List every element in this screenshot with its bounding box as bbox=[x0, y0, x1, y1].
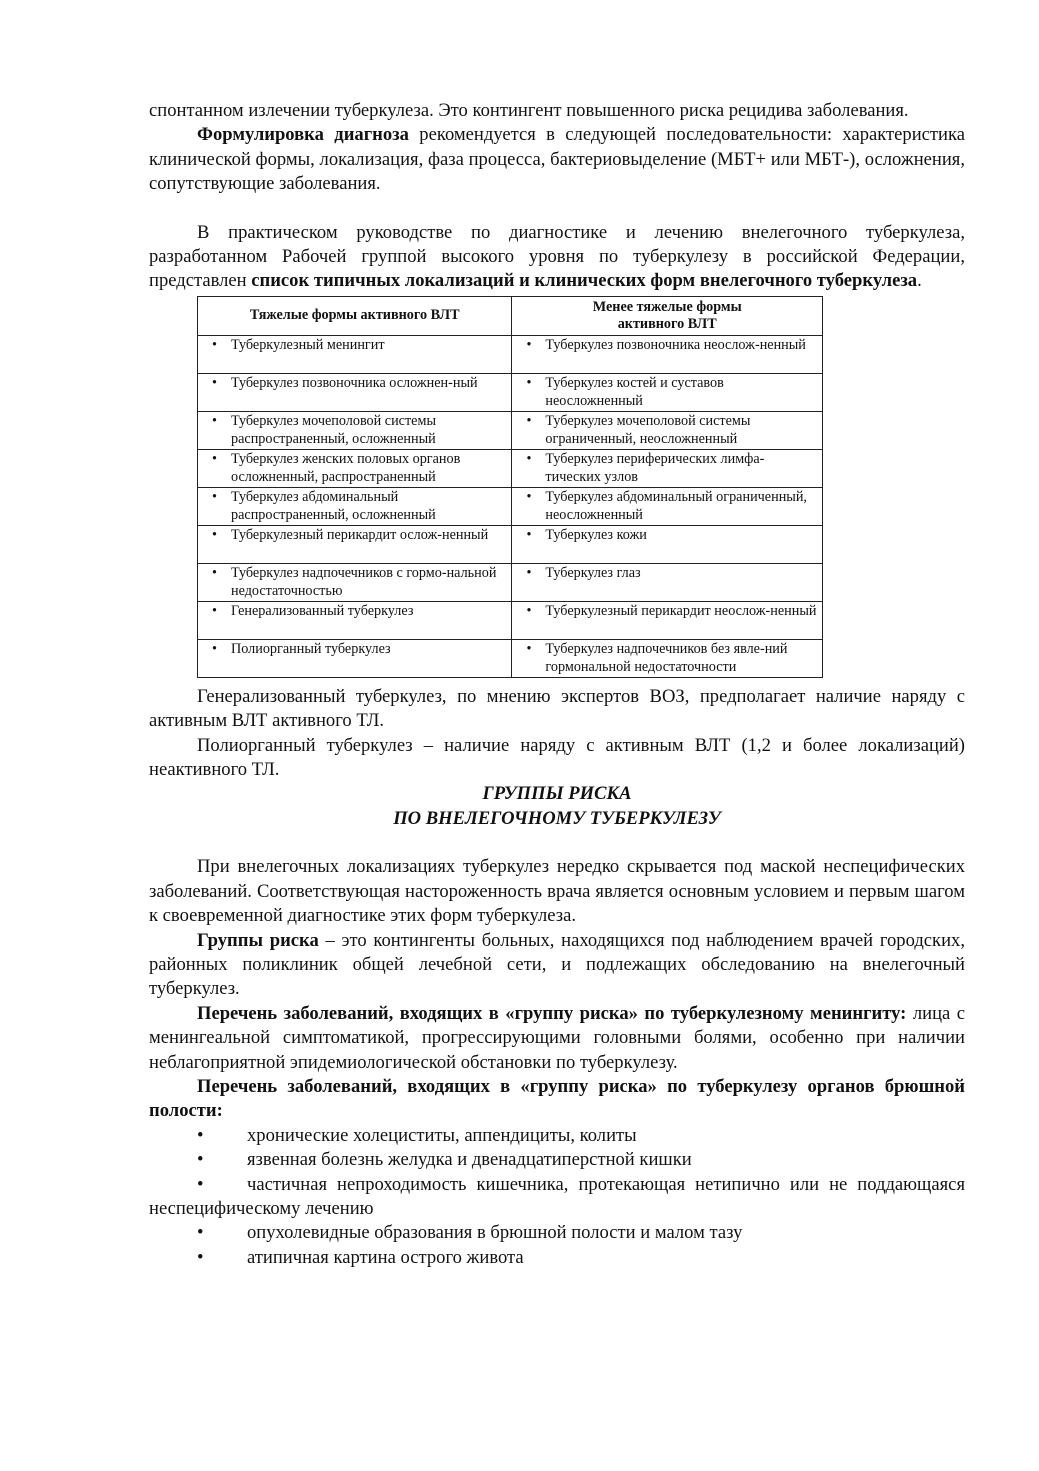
risk-list bbox=[149, 1124, 965, 1270]
table-cell-left bbox=[198, 335, 512, 373]
bullet-icon: • bbox=[526, 450, 532, 467]
bullet-icon: • bbox=[526, 564, 532, 581]
list-item: • хронические холециститы, аппендициты, колиты bbox=[149, 1124, 965, 1148]
table-row bbox=[198, 373, 823, 411]
bullet-icon: • bbox=[212, 602, 217, 619]
bold-term: Формулировка диагноза bbox=[197, 124, 409, 146]
bullet-icon: • bbox=[526, 640, 532, 657]
bullet-icon: • bbox=[197, 1173, 204, 1195]
bullet-icon: • bbox=[212, 640, 217, 657]
paragraph-risk-groups: Группы риска – это контингенты больных, находящихся под наблюдением врачей городских, районных поликлиник общей лечебной сети, и подлежащих обследованию на внелегочный туберкулез. bbox=[149, 929, 965, 1000]
list-item: • частичная непроходимость кишечника, протекающая нетипично или не поддающаяся неспецифическому лечению bbox=[149, 1173, 965, 1219]
table-cell-left bbox=[198, 411, 512, 449]
table-row bbox=[198, 487, 823, 525]
table-cell-right bbox=[512, 601, 823, 639]
cell-text: Туберкулез надпочечников без явле-ний гормональной недостаточности bbox=[545, 640, 788, 675]
cell-text: Туберкулез абдоминальный распространенный, осложненный bbox=[231, 488, 436, 523]
table-cell-right bbox=[512, 563, 823, 601]
bold-term: список типичных локализаций и клинических форм внелегочного туберкулеза bbox=[251, 270, 918, 292]
cell-text: Туберкулез мочеполовой системы ограниченный, неосложненный bbox=[545, 412, 751, 447]
bullet-icon: • bbox=[526, 336, 532, 353]
table-cell-right bbox=[512, 487, 823, 525]
table-cell-left bbox=[198, 639, 512, 677]
cell-text: Туберкулез абдоминальный ограниченный, неосложненный bbox=[545, 488, 807, 523]
cell-text: Туберкулез периферических лимфа-тических узлов bbox=[545, 450, 765, 485]
bullet-icon: • bbox=[197, 1124, 204, 1146]
bullet-icon: • bbox=[197, 1222, 204, 1244]
section-heading: ГРУППЫ РИСКА ПО ВНЕЛЕГОЧНОМУ ТУБЕРКУЛЕЗУ bbox=[393, 783, 721, 829]
bullet-icon: • bbox=[212, 374, 217, 391]
paragraph-meningitis: Перечень заболеваний, входящих в «группу риска» по туберкулезному менингиту: лица с менингеальной симптоматикой, прогрессирующими головными болями, особенно при наличии неблагоприятной эпидемиологической обстановки по туберкулезу. bbox=[149, 1002, 966, 1073]
cell-text: Туберкулез надпочечников с гормо-нальной недостаточностью bbox=[231, 564, 497, 599]
document-page bbox=[149, 99, 965, 1270]
table-cell-right bbox=[512, 411, 823, 449]
table-cell-left bbox=[198, 601, 512, 639]
cell-text: Туберкулезный перикардит неослож-ненный bbox=[545, 602, 817, 619]
list-item: • атипичная картина острого живота bbox=[149, 1246, 965, 1270]
bullet-icon: • bbox=[197, 1149, 204, 1171]
table-cell-left bbox=[198, 525, 512, 563]
bullet-icon: • bbox=[212, 336, 217, 353]
table-cell-right bbox=[512, 525, 823, 563]
forms-table bbox=[197, 296, 823, 678]
bullet-icon: • bbox=[526, 374, 532, 391]
bullet-icon: • bbox=[526, 526, 532, 543]
table-row bbox=[198, 639, 823, 677]
table-row bbox=[198, 335, 823, 373]
table-header-mild: Менее тяжелые формы активного ВЛТ bbox=[512, 296, 823, 335]
bullet-icon: • bbox=[212, 450, 217, 467]
table-cell-right bbox=[512, 335, 823, 373]
cell-text: Туберкулез глаз bbox=[545, 564, 641, 581]
table-cell-right bbox=[512, 373, 823, 411]
cell-text: Генерализованный туберкулез bbox=[231, 602, 414, 619]
bold-term: Группы риска bbox=[197, 929, 319, 951]
list-item: • опухолевидные образования в брюшной полости и малом тазу bbox=[149, 1221, 965, 1245]
table-row bbox=[198, 449, 823, 487]
table-cell-left bbox=[198, 373, 512, 411]
table-cell-left bbox=[198, 449, 512, 487]
table-header-severe: Тяжелые формы активного ВЛТ bbox=[198, 296, 512, 335]
table-cell-left bbox=[198, 487, 512, 525]
bold-term: Перечень заболеваний, входящих в «группу риска» по туберкулезу органов брюшной полости: bbox=[149, 1075, 965, 1122]
bullet-icon: • bbox=[526, 412, 532, 429]
bullet-icon: • bbox=[212, 488, 217, 505]
cell-text: Полиорганный туберкулез bbox=[231, 640, 391, 657]
cell-text: Туберкулезный менингит bbox=[231, 336, 385, 353]
cell-text: Туберкулез мочеполовой системы распространенный, осложненный bbox=[231, 412, 436, 447]
paragraph: спонтанном излечении туберкулеза. Это контингент повышенного риска рецидива заболевания. bbox=[149, 100, 909, 121]
paragraph-diagnosis: Формулировка диагноза рекомендуется в следующей последовательности: характеристика клинической формы, локализация, фаза процесса, бактериовыделение (МБТ+ или МБТ-), осложнения, сопутствующие заболевания. bbox=[149, 124, 966, 195]
table-cell-right bbox=[512, 449, 823, 487]
table-row bbox=[198, 525, 823, 563]
cell-text: Туберкулез женских половых органов осложненный, распространенный bbox=[231, 450, 461, 485]
table-row bbox=[198, 411, 823, 449]
bullet-icon: • bbox=[212, 412, 217, 429]
bullet-icon: • bbox=[197, 1246, 204, 1268]
bullet-icon: • bbox=[526, 488, 532, 505]
paragraph-generalized: Генерализованный туберкулез, по мнению экспертов ВОЗ, предполагает наличие наряду с активным ВЛТ активного ТЛ. bbox=[149, 685, 965, 732]
table-cell-right bbox=[512, 639, 823, 677]
bold-term: Перечень заболеваний, входящих в «группу риска» по туберкулезному менингиту: bbox=[197, 1002, 907, 1024]
cell-text: Туберкулез кожи bbox=[545, 526, 647, 543]
bullet-icon: • bbox=[212, 564, 217, 581]
cell-text: Туберкулез позвоночника осложнен-ный bbox=[231, 374, 478, 391]
table-row bbox=[198, 601, 823, 639]
list-item: • язвенная болезнь желудка и двенадцатиперстной кишки bbox=[149, 1148, 965, 1172]
bullet-icon: • bbox=[526, 602, 532, 619]
table-cell-left bbox=[198, 563, 512, 601]
paragraph-intro: При внелегочных локализациях туберкулез нередко скрывается под маской неспецифических заболеваний. Соответствующая настороженность врача является основным условием и первым шагом к своевременной диагностике этих форм туберкулеза. bbox=[149, 856, 965, 927]
cell-text: Туберкулезный перикардит ослож-ненный bbox=[231, 526, 489, 543]
paragraph-polyorgan: Полиорганный туберкулез – наличие наряду с активным ВЛТ (1,2 и более локализаций) неактивного ТЛ. bbox=[149, 734, 965, 781]
table-row bbox=[198, 563, 823, 601]
cell-text: Туберкулез позвоночника неослож-ненный bbox=[545, 336, 806, 353]
bullet-icon: • bbox=[212, 526, 217, 543]
paragraph-guide: В практическом руководстве по диагностике и лечению внелегочного туберкулеза, разработанном Рабочей группой высокого уровня по туберкулезу в российской Федерации, представлен список типичных локализаций и клинических форм внелегочного туберкулеза. bbox=[149, 221, 965, 292]
paragraph-abdominal bbox=[149, 1075, 965, 1124]
cell-text: Туберкулез костей и суставов неосложненный bbox=[545, 374, 724, 409]
